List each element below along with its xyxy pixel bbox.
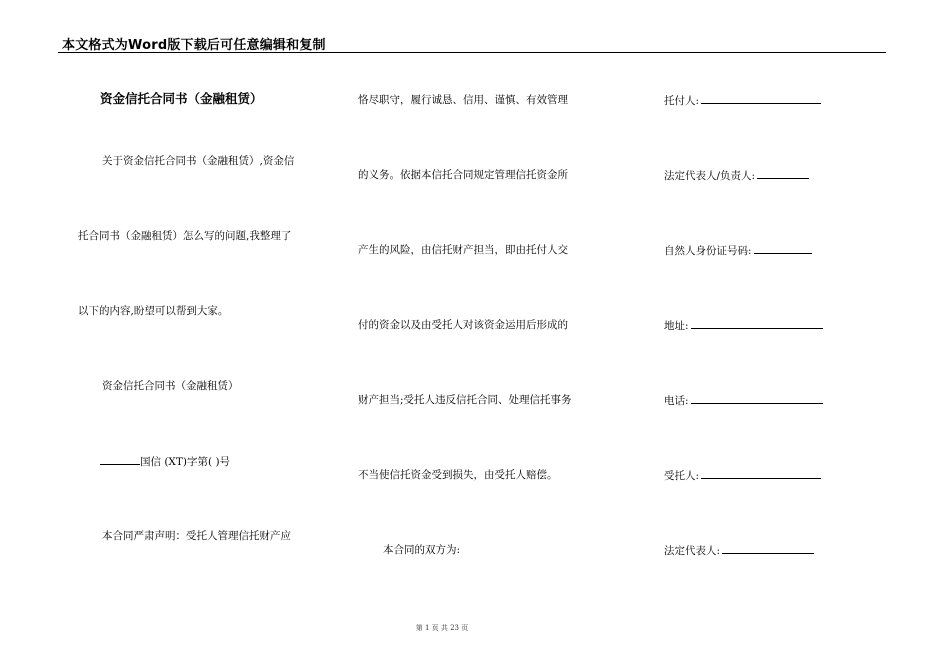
document-title: 资金信托合同书（金融租赁） [100,91,263,106]
header-divider [58,52,886,53]
body-line: 不当使信托资金受到损失，由受托人赔偿。 [358,469,558,481]
principal-field: 托付人: [664,93,821,108]
trustee-legal-rep-field: 法定代表人: [664,543,814,558]
trustee-field: 受托人: [664,468,821,483]
legal-rep-blank[interactable] [757,168,809,179]
body-line: 本合同严肃声明：受托人管理信托财产应 [102,530,291,542]
document-header: 本文格式为Word版下载后可任意编辑和复制 [62,38,326,53]
body-line: 以下的内容,盼望可以帮到大家。 [78,305,229,317]
body-line: 关于资金信托合同书（金融租赁）,资金信 [102,155,295,167]
id-number-field: 自然人身份证号码: [664,243,812,258]
trustee-legal-rep-blank[interactable] [722,543,814,554]
parties-intro: 本合同的双方为: [383,544,461,556]
phone-field: 电话: [664,393,823,408]
legal-rep-field: 法定代表人/负责人: [664,168,809,183]
principal-blank[interactable] [701,93,821,104]
trustee-blank[interactable] [701,468,821,479]
page-footer: 第 1 页 共 23 页 [415,624,469,632]
body-line: 的义务。依据本信托合同规定管理信托资金所 [358,169,568,181]
body-line: 托合同书（金融租赁）怎么写的问题,我整理了 [78,230,292,242]
body-line: 产生的风险，由信托财产担当，即由托付人交 [358,244,568,256]
address-blank[interactable] [691,318,823,329]
address-field: 地址: [664,318,823,333]
phone-blank[interactable] [691,393,823,404]
body-line: 财产担当;受托人违反信托合同、处理信托事务 [358,394,572,406]
subtitle-line: 资金信托合同书（金融租赁） [102,380,239,392]
body-line: 付的资金以及由受托人对该资金运用后形成的 [358,319,568,331]
body-line: 恪尽职守，履行诚恳、信用、谨慎、有效管理 [358,94,568,106]
id-number-blank[interactable] [754,243,812,254]
contract-number-line: 国信 (XT)字第( )号 [100,454,230,469]
number-blank [100,454,140,465]
